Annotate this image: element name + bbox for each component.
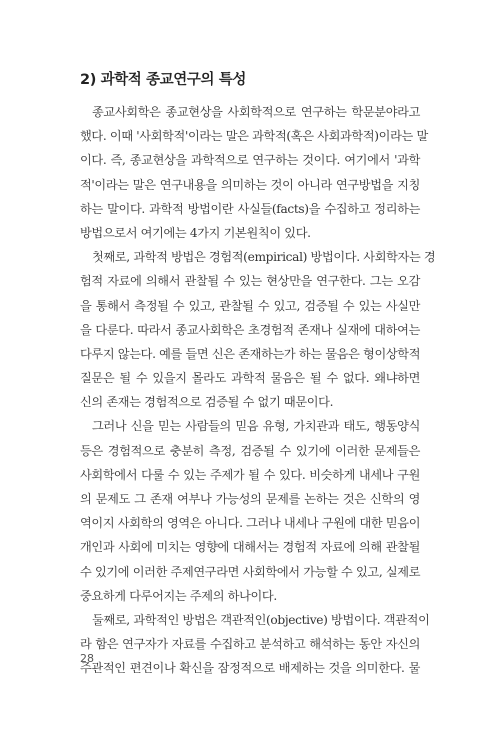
text-line: 을 통해서 측정될 수 있고, 관찰될 수 있고, 검증될 수 있는 사실만 (80, 298, 420, 313)
text-line: 이다. 즉, 종교현상을 과학적으로 연구하는 것이다. 여기에서 '과학 (80, 153, 420, 168)
section-heading: 2) 과학적 종교연구의 특성 (80, 72, 246, 88)
text-line: 했다. 이때 '사회학적'이라는 말은 과학적(혹은 사회과학적)이라는 말 (80, 129, 428, 144)
text-line: 질문은 될 수 있을지 몰라도 과학적 물음은 될 수 없다. 왜냐하면 (80, 371, 420, 386)
body-text (80, 100, 436, 681)
text-line: 개인과 사회에 미치는 영향에 대해서는 경험적 자료에 의해 관찰될 (80, 540, 420, 555)
text-line: 역이지 사회학의 영역은 아니다. 그러나 내세나 구원에 대한 믿음이 (80, 516, 421, 531)
paragraph-2 (80, 245, 436, 414)
text-line: 중요하게 다루어지는 주제의 하나이다. (80, 588, 277, 603)
text-line: 다루지 않는다. 예를 들면 신은 존재하는가 하는 물음은 형이상학적 (80, 346, 421, 361)
text-line: 종교사회학은 종교현상을 사회학적으로 연구하는 학문분야라고 (92, 105, 420, 119)
page-number: 28 (80, 652, 94, 665)
text-line: 사회학에서 다룰 수 있는 주제가 될 수 있다. 비슷하게 내세나 구원 (80, 467, 420, 482)
text-line: 의 문제도 그 존재 여부나 가능성의 문제를 논하는 것은 신학의 영 (80, 492, 420, 506)
text-line: 주관적인 편견이나 확신을 잠정적으로 배제하는 것을 의미한다. 물 (80, 661, 420, 676)
text-line: 방법으로서 여기에는 4가지 기본원칙이 있다. (80, 225, 311, 240)
text-line: 수 있기에 이러한 주제연구라면 사회학에서 가능할 수 있고, 실제로 (80, 564, 421, 579)
text-line: 험적 자료에 의해서 관찰될 수 있는 현상만을 연구한다. 그는 오감 (80, 274, 420, 289)
text-line: 적'이라는 말은 연구내용을 의미하는 것이 아니라 연구방법을 지칭 (80, 177, 420, 192)
text-line: 등은 경험적으로 충분히 측정, 검증될 수 있기에 이러한 문제들은 (80, 443, 420, 458)
text-line: 첫째로, 과학적 방법은 경험적(empirical) 방법이다. 사회학자는 경 (92, 250, 436, 265)
paragraph-3 (80, 414, 420, 608)
paragraph-4 (80, 608, 430, 681)
text-line: 하는 말이다. 과학적 방법이란 사실들(facts)을 수집하고 정리하는 (80, 201, 420, 216)
text-line: 그러나 신을 믿는 사람들의 믿음 유형, 가치관과 태도, 행동양식 (92, 419, 420, 434)
text-line: 을 다룬다. 따라서 종교사회학은 초경험적 존재나 실재에 대하여는 (80, 322, 420, 337)
text-line: 둘째로, 과학적인 방법은 객관적인(objective) 방법이다. 객관적이 (92, 612, 430, 627)
text-line: 신의 존재는 경험적으로 검증될 수 없기 때문이다. (80, 395, 334, 410)
text-line: 라 함은 연구자가 자료를 수집하고 분석하고 해석하는 동안 자신의 (80, 637, 420, 652)
paragraph-1 (80, 100, 428, 245)
